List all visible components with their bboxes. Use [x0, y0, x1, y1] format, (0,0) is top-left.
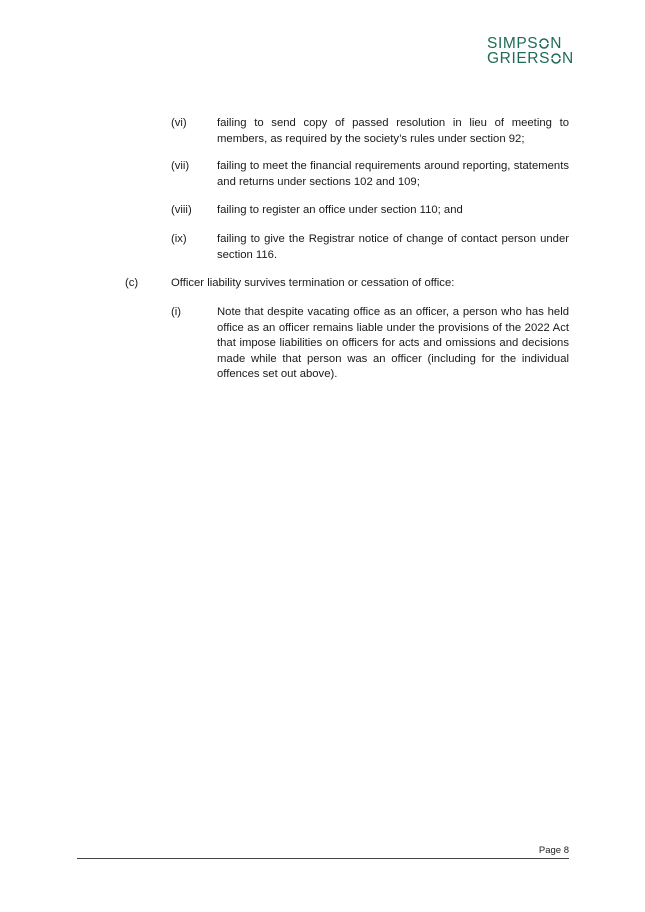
page-number: Page 8 [538, 845, 569, 856]
item-number: (vii) [171, 160, 190, 172]
section-text: Officer liability survives termination or cessation of office: [171, 277, 455, 289]
item-text: failing to register an office under section 110; and [217, 204, 463, 216]
logo-text-n: N [550, 35, 563, 52]
item-number: (ix) [171, 233, 187, 245]
logo-ring-icon [538, 37, 550, 49]
logo-ring-icon [550, 52, 562, 64]
section-number: (c) [125, 277, 139, 289]
item-number: (vi) [171, 117, 187, 129]
logo-text-n2: N [562, 50, 574, 67]
logo-text-griers: GRIERS [487, 50, 551, 67]
simpson-grierson-logo [487, 36, 573, 66]
item-text: failing to give the Registrar notice of change of contact person under section 116. [217, 233, 569, 261]
item-number: (i) [171, 306, 182, 318]
item-text: Note that despite vacating office as an officer, a person who has held office as an officer remains liable under the provisions of the 2022 Act that impose liabilities on officers for acts and omissions and decisions made while that person was an officer (including for the individual offences set out above). [217, 306, 569, 381]
footer-divider [77, 858, 569, 859]
logo-text-simps: SIMPS [487, 35, 539, 52]
item-number: (viii) [171, 204, 192, 216]
item-text: failing to meet the financial requirements around reporting, statements and returns under sections 102 and 109; [217, 160, 569, 188]
logo-line-2 [487, 51, 573, 66]
item-text: failing to send copy of passed resolution in lieu of meeting to members, as required by the society’s rules under section 92; [217, 117, 569, 145]
logo-line-1 [487, 36, 573, 51]
